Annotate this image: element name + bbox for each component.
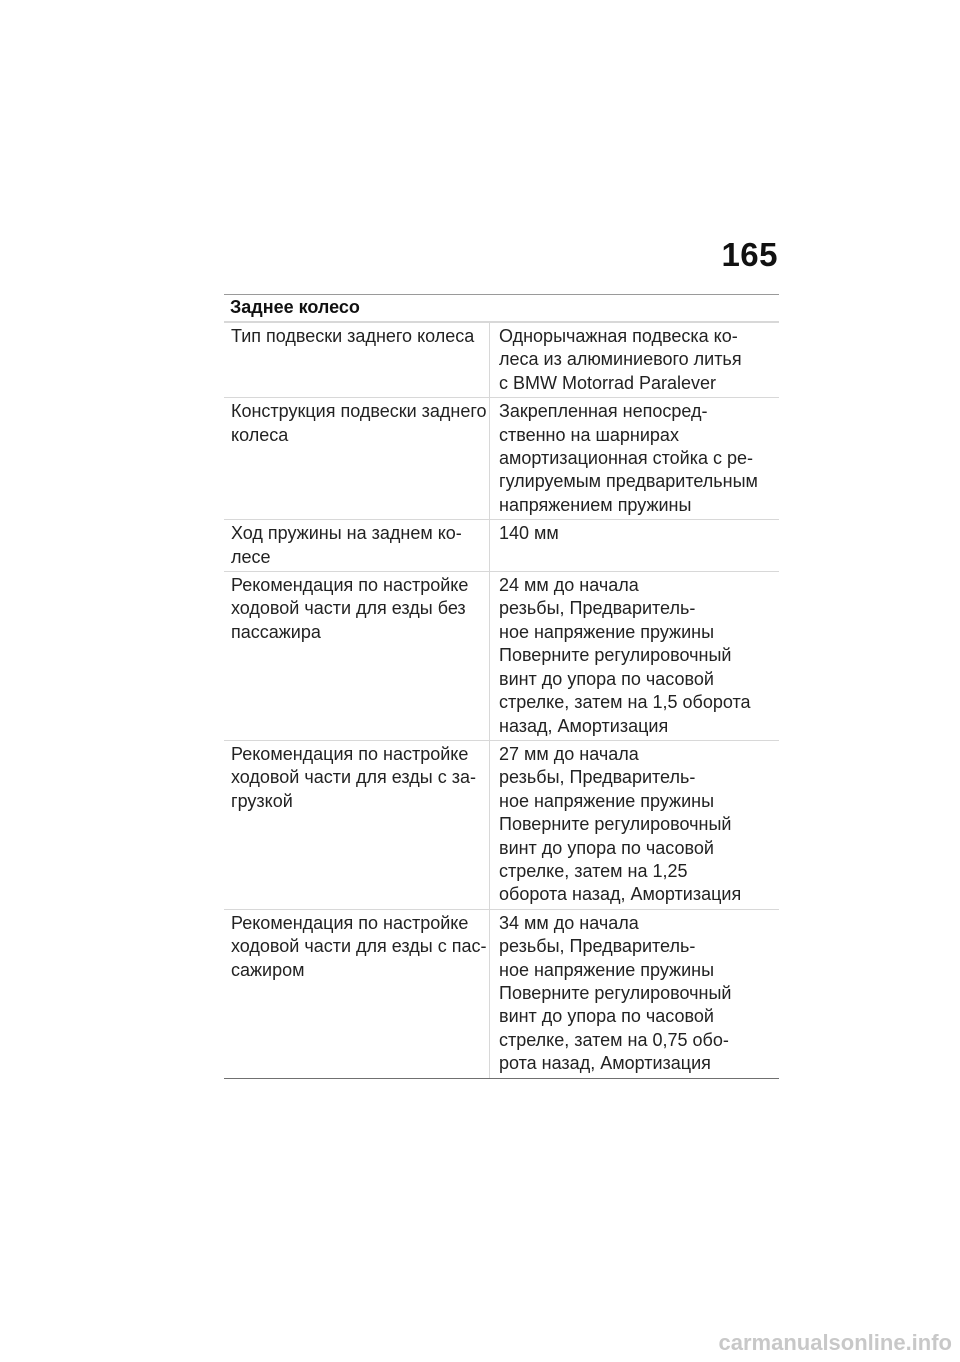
value-line: леса из алюминиевого литья (499, 349, 742, 370)
value-line: 27 мм до начала (499, 743, 639, 764)
value-line: стрелке, затем на 1,25 (499, 860, 688, 881)
label-line: сажиром (231, 959, 305, 980)
label-line: пассажира (231, 621, 321, 642)
value-line: 140 мм (499, 523, 559, 544)
value-line: резьбы, Предваритель- (499, 598, 696, 619)
table-row (224, 740, 779, 909)
row-label (224, 910, 489, 1078)
label-line: Ход пружины на заднем ко- (231, 523, 462, 544)
value-line: 34 мм до начала (499, 912, 639, 933)
row-value (489, 910, 779, 1078)
row-value (489, 323, 779, 397)
value-line: ственно на шарнирах (499, 424, 679, 445)
section-title: Заднее колесо (224, 295, 779, 322)
row-label (224, 398, 489, 519)
row-label (224, 323, 489, 397)
value-line: Поверните регулировочный (499, 645, 732, 666)
value-line: рота назад, Амортизация (499, 1053, 711, 1074)
label-line: колеса (231, 424, 289, 445)
value-line: стрелке, затем на 0,75 обо- (499, 1029, 729, 1050)
table-row (224, 397, 779, 519)
label-line: Рекомендация по настройке (231, 575, 469, 596)
label-line: ходовой части для езды без (231, 598, 466, 619)
table-row (224, 519, 779, 571)
row-value (489, 572, 779, 740)
row-label (224, 572, 489, 740)
page-number: 165 (721, 236, 778, 273)
value-line: амортизационная стойка с ре- (499, 448, 753, 469)
value-line: ное напряжение пружины (499, 790, 715, 811)
row-label (224, 520, 489, 571)
rear-wheel-spec-table (224, 294, 779, 1079)
label-line: лесе (231, 546, 271, 567)
table-row (224, 909, 779, 1078)
value-line: назад, Амортизация (499, 715, 669, 736)
value-line: Поверните регулировочный (499, 814, 732, 835)
value-line: Однорычажная подвеска ко- (499, 326, 738, 346)
value-line: гулируемым предварительным (499, 471, 758, 492)
label-line: ходовой части для езды с за- (231, 767, 476, 788)
label-line: Конструкция подвески заднего (231, 401, 487, 422)
row-value (489, 741, 779, 909)
label-line: Рекомендация по настройке (231, 912, 469, 933)
value-line: винт до упора по часовой (499, 668, 714, 689)
value-line: с BMW Motorrad Paralever (499, 372, 717, 393)
value-line: оборота назад, Амортизация (499, 884, 742, 905)
table-row (224, 571, 779, 740)
value-line: винт до упора по часовой (499, 1006, 714, 1027)
value-line: 24 мм до начала (499, 575, 639, 596)
row-value (489, 398, 779, 519)
label-line: ходовой части для езды с пас- (231, 936, 487, 957)
row-label (224, 741, 489, 909)
value-line: ное напряжение пружины (499, 959, 715, 980)
watermark: carmanualsonline.info (718, 1330, 952, 1355)
value-line: Закрепленная непосред- (499, 401, 708, 422)
value-line: стрелке, затем на 1,5 оборота (499, 692, 751, 713)
label-line: грузкой (231, 790, 293, 811)
table-row (224, 322, 779, 397)
value-line: резьбы, Предваритель- (499, 767, 696, 788)
value-line: резьбы, Предваритель- (499, 936, 696, 957)
label-line: Рекомендация по настройке (231, 743, 469, 764)
value-line: ное напряжение пружины (499, 621, 715, 642)
value-line: Поверните регулировочный (499, 982, 732, 1003)
row-value (489, 520, 779, 571)
value-line: винт до упора по часовой (499, 837, 714, 858)
value-line: напряжением пружины (499, 494, 692, 515)
label-line: Тип подвески заднего колеса (231, 326, 475, 346)
